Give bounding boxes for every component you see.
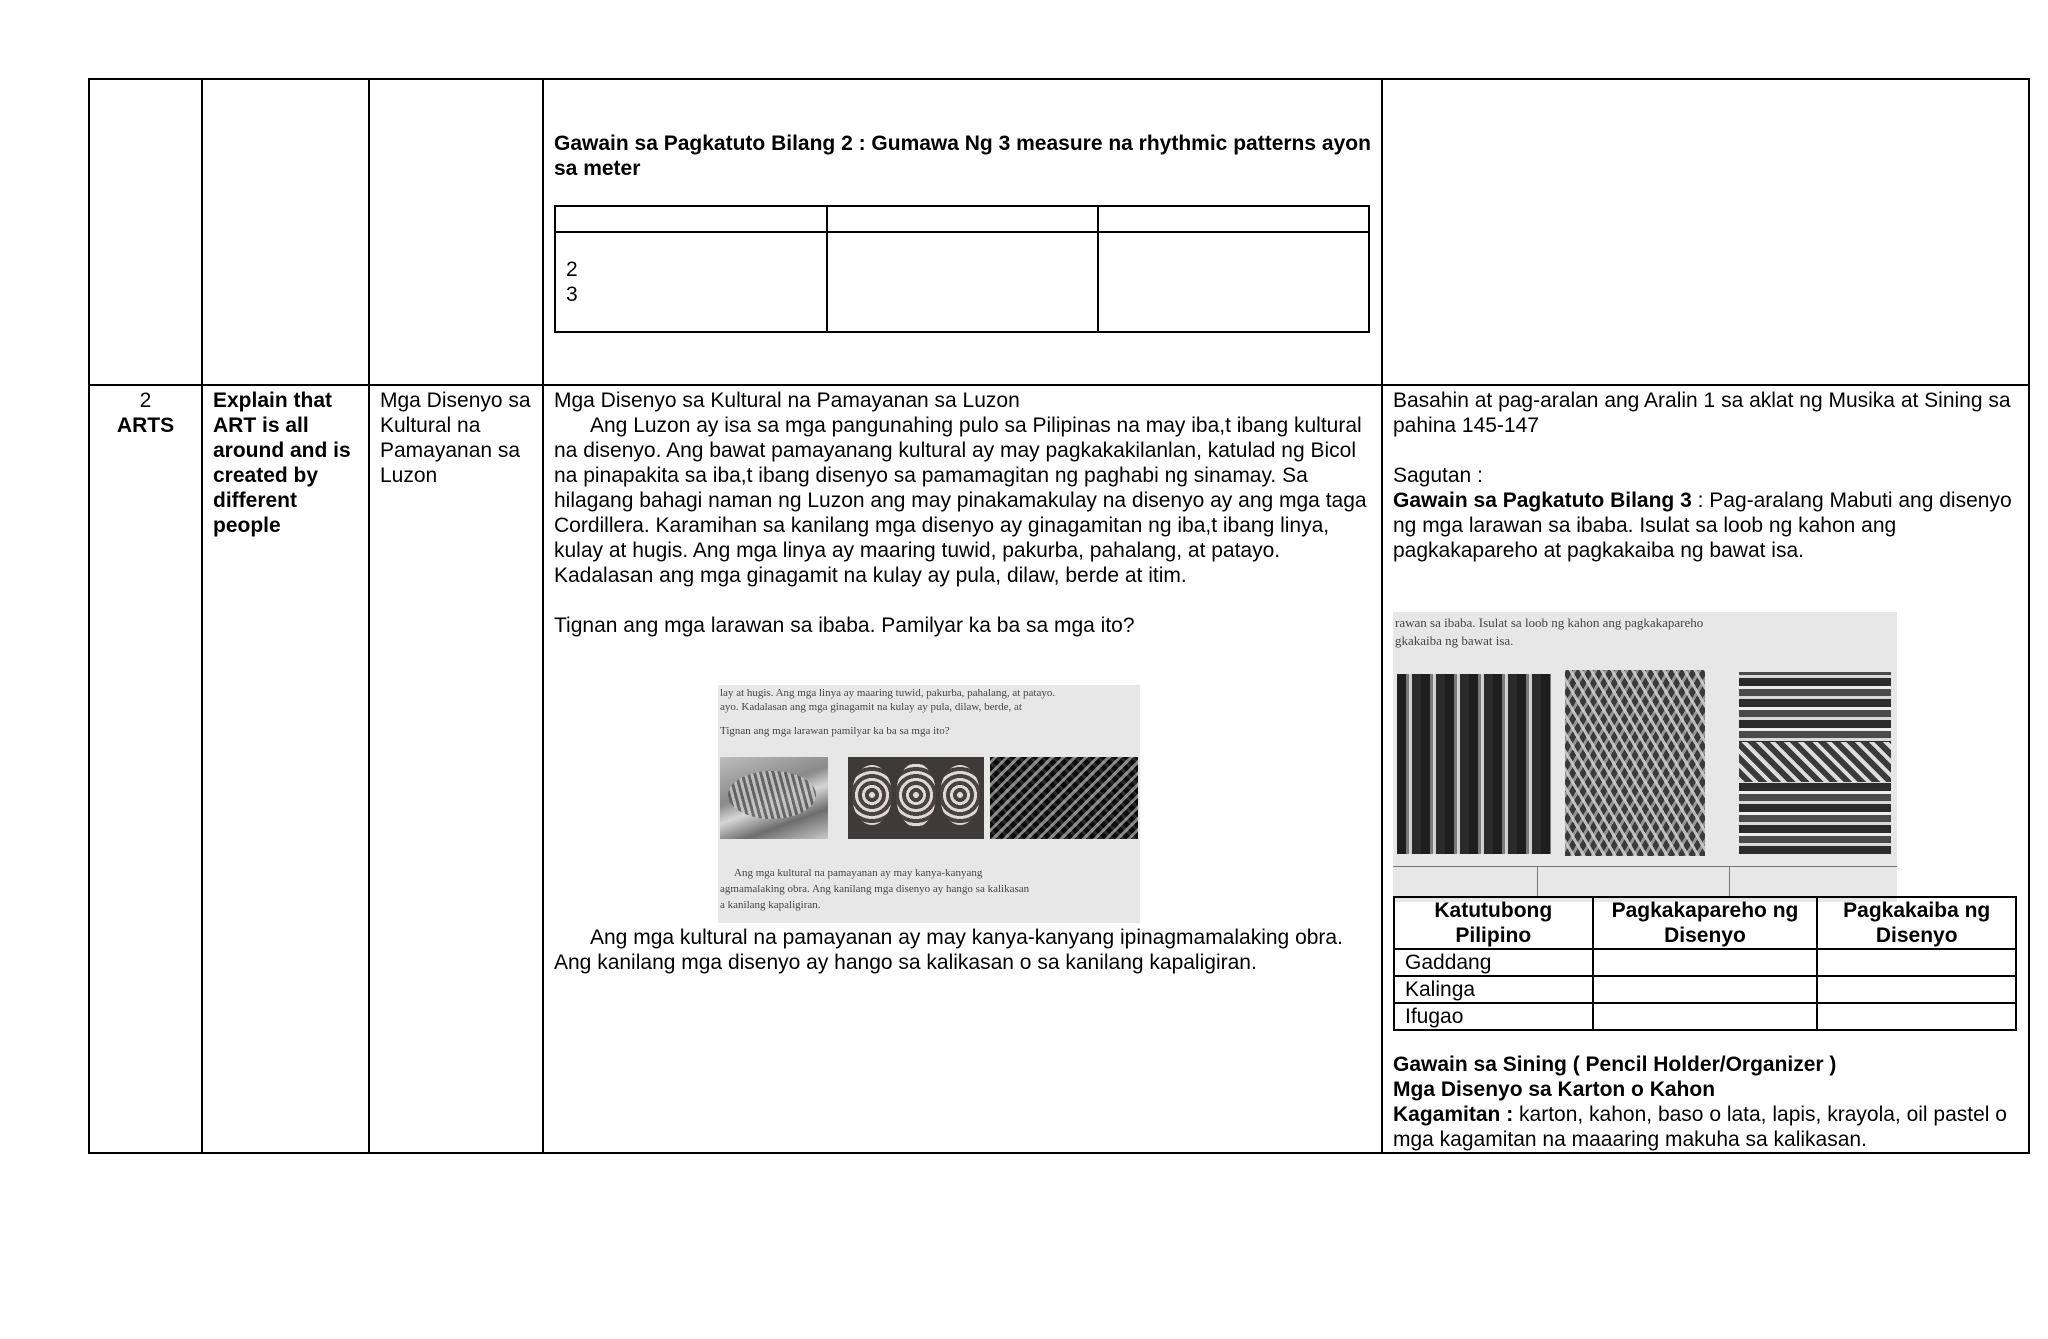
arts-row-competency-cell (201, 384, 370, 1154)
photo-caption-line: ayo. Kadalasan ang mga ginagamit na kulay ay pula, dilaw, berde, at (720, 701, 1022, 713)
comparison-header-row (1394, 897, 2016, 949)
meter-table-header-row (555, 206, 1369, 232)
answer-cell[interactable] (1593, 1003, 1818, 1030)
row-label-kalinga: Kalinga (1394, 976, 1593, 1003)
photo-table-edge (1393, 866, 1897, 897)
comparison-row-kalinga (1394, 976, 2016, 1003)
meter-table-cell[interactable] (827, 232, 1098, 332)
header-pagkakapareho: Pagkakapareho ng Disenyo (1593, 897, 1818, 949)
lesson-heading: Mga Disenyo sa Kultural na Pamayanan sa Luzon (554, 389, 1020, 412)
meter-table-cell[interactable] (827, 206, 1098, 232)
textbook-designs-photo (718, 685, 1140, 923)
materials-line (1393, 1102, 2023, 1152)
header-katutubong-pilipino: Katutubong Pilipino (1394, 897, 1593, 949)
meter-table-cell[interactable] (1098, 232, 1369, 332)
meter-table-cell[interactable] (555, 206, 827, 232)
ifugao-textile-image (1739, 672, 1891, 854)
meter-value-cell[interactable] (555, 232, 827, 332)
kalinga-textile-image (1565, 670, 1705, 856)
photo-caption-line: Ang mga kultural na pamayanan ay may kanya-kanyang (734, 867, 983, 879)
photo-caption-line: lay at hugis. Ang mga linya ay maaring tuwid, pakurba, pahalang, at patayo. (720, 687, 1056, 699)
photo-caption-line: agmamalaking obra. Ang kanilang mga disenyo ay hango sa kalikasan (720, 883, 1030, 895)
lesson-paragraph-1: Ang Luzon ay isa sa mga pangunahing pulo sa Pilipinas na may iba,t ibang kultural na disenyo. Ang bawat pamayanang kultural ay may pagkakakilanlan, katulad ng Bicol na pinapakita sa iba,t ibang disenyo sa pamamagitan ng paghabi ng sinamay. Sa hilagang bahagi naman ng Luzon ang may pinakamakulay na disenyo ay ang mga taga Cordillera. Karamihan sa kanilang mga disenyo ay ginagamitan ng iba,t ibang linya, kulay at hugis. Ang mga linya ay maaring tuwid, pakurba, pahalang, at patayo. Kadalasan ang mga ginagamit na kulay ay pula, dilaw, berde at itim. (554, 414, 1367, 587)
answer-cell[interactable] (1593, 976, 1818, 1003)
activity-2-title: Gawain sa Pagkatuto Bilang 2 : Gumawa Ng 3 measure na rhythmic patterns ayon sa meter (554, 132, 1371, 180)
meter-table-row (555, 232, 1369, 332)
design-comparison-table (1393, 896, 2017, 1031)
photo-caption-line: rawan sa ibaba. Isulat sa loob ng kahon ang pagkakapareho (1395, 615, 1704, 630)
meter-table-cell[interactable] (1098, 206, 1369, 232)
read-instruction: Basahin at pag-aralan ang Aralin 1 sa aklat ng Musika at Sining sa pahina 145-147 (1393, 389, 2011, 437)
topic-text: Mga Disenyo sa Kultural na Pamayanan sa Luzon (380, 389, 531, 487)
arts-row-lesson-cell (542, 384, 1383, 1154)
meter-table (554, 205, 1370, 333)
meter-value-2: 2 (566, 258, 578, 281)
round-motif-image (848, 757, 984, 839)
top-row-tasks-cell (1381, 78, 2030, 386)
top-row-competency-cell (201, 78, 370, 386)
art-activity-subtitle: Mga Disenyo sa Karton o Kahon (1393, 1078, 1716, 1101)
answer-label: Sagutan : (1393, 464, 1483, 487)
art-activity-title: Gawain sa Sining ( Pencil Holder/Organizer ) (1393, 1053, 1837, 1076)
answer-cell[interactable] (1817, 976, 2016, 1003)
activity-3-title: Gawain sa Pagkatuto Bilang 3 (1393, 489, 1692, 512)
photo-caption-line: Tignan ang mga larawan pamilyar ka ba sa mga ito? (720, 725, 950, 737)
arts-row-number-cell (88, 384, 203, 1154)
top-row-topic-cell (368, 78, 544, 386)
subject-label: ARTS (116, 414, 175, 437)
row-label-ifugao: Ifugao (1394, 1003, 1593, 1030)
row-label-gaddang: Gaddang (1394, 949, 1593, 976)
header-pagkakaiba: Pagkakaiba ng Disenyo (1817, 897, 2016, 949)
geometric-weave-image (990, 757, 1138, 839)
top-row-number-cell (88, 78, 203, 386)
sinamay-basket-image (720, 757, 828, 839)
materials-label: Kagamitan : (1393, 1103, 1514, 1126)
activity-3-text: : Pag-aralang Mabuti ang disenyo ng mga larawan sa ibaba. Isulat sa loob ng kahon ang pagkakapareho at pagkakaiba ng bawat isa. (1393, 489, 2012, 562)
photo-caption-line: a kanilang kapaligiran. (720, 899, 821, 911)
materials-text: karton, kahon, baso o lata, lapis, krayola, oil pastel o mga kagamitan na maaaring makuha sa kalikasan. (1393, 1103, 2007, 1151)
art-activity-block (1393, 1052, 2023, 1152)
answer-cell[interactable] (1817, 949, 2016, 976)
textile-designs-photo (1393, 612, 1897, 902)
answer-cell[interactable] (1817, 1003, 2016, 1030)
comparison-row-gaddang (1394, 949, 2016, 976)
meter-value-3: 3 (566, 283, 578, 306)
photo-caption-line: gkakaiba ng bawat isa. (1395, 633, 1514, 648)
arts-row-tasks-cell (1381, 384, 2030, 1154)
answer-cell[interactable] (1593, 949, 1818, 976)
lesson-prompt: Tignan ang mga larawan sa ibaba. Pamilyar ka ba sa mga ito? (554, 614, 1135, 637)
row-number: 2 (139, 389, 152, 412)
arts-row-topic-cell (368, 384, 544, 1154)
competency-text: Explain that ART is all around and is created by different people (213, 389, 351, 537)
comparison-row-ifugao (1394, 1003, 2016, 1030)
activity-3-instruction (1393, 488, 2018, 563)
gaddang-textile-image (1397, 674, 1551, 854)
lesson-paragraph-2: Ang mga kultural na pamayanan ay may kanya-kanyang ipinagmamalaking obra. Ang kanilang mga disenyo ay hango sa kalikasan o sa kanilang kapaligiran. (554, 926, 1343, 974)
